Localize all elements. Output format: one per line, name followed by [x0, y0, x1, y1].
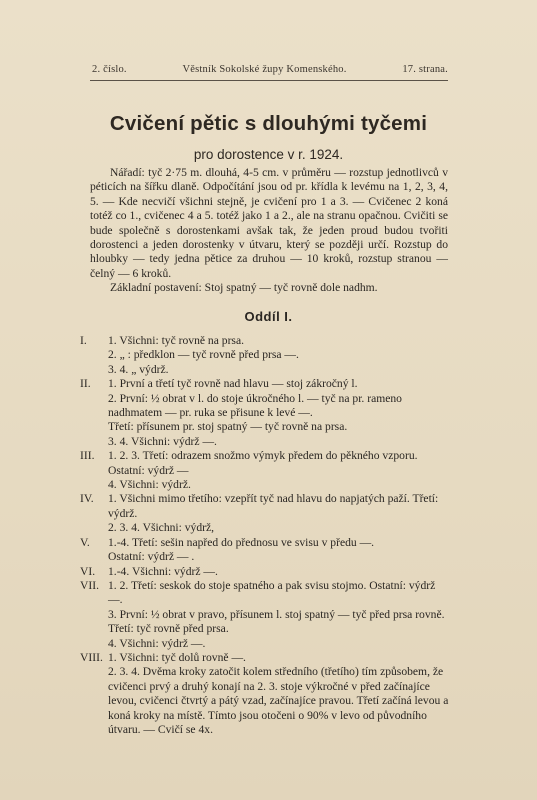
- exercise-item: [80, 449, 450, 492]
- exercise-item: [80, 651, 450, 737]
- exercise-line: 1.-4. Všichni: výdrž —.: [108, 564, 218, 578]
- header-rule: [90, 80, 448, 81]
- page-subtitle: pro dorostence v r. 1924.: [193, 147, 344, 162]
- exercise-number: VII.: [80, 578, 99, 592]
- exercise-item: [80, 334, 450, 377]
- exercise-line: 1. 2. 3. Třetí: odrazem snožmo výmyk předem do pěkného vzporu. Ostatní: výdrž —: [108, 449, 418, 477]
- exercise-item: [80, 565, 450, 579]
- exercise-line: 2. 3. 4. Dvěma kroky zatočit kolem středního (třetího) tím způsobem, že cvičenci prvý a druhý konají na 2. 3. stoje výkročné v před začínajíce levou, cvičenci čtvrtý a pátý vzad, začínajíce pravou. Třetí začíná levou a koná kroky na místě. Tímto jsou otočeni o 90% v levo od původního útvaru. — Cvičí se 4x.: [108, 665, 449, 736]
- exercise-item: [80, 536, 450, 565]
- section-title: Oddíl I.: [244, 309, 293, 324]
- exercise-line: Třetí: tyč rovně před prsa.: [108, 622, 229, 636]
- exercise-number: III.: [80, 449, 95, 463]
- page-title: Cvičení pětic s dlouhými tyčemi: [109, 112, 428, 135]
- exercise-line: 3. První: ½ obrat v pravo, přísunem l. stoj spatný — tyč před prsa rovně.: [108, 607, 445, 621]
- exercise-number: I.: [80, 334, 87, 347]
- journal-name: Věstník Sokolské župy Komenského.: [182, 64, 347, 75]
- running-header: [92, 64, 448, 75]
- intro-text: [90, 166, 448, 296]
- basic-position: Základní postavení: Stoj spatný — tyč rovně dole nadhm.: [110, 281, 378, 295]
- exercise-line: 4. Všichni: výdrž —.: [108, 636, 206, 650]
- exercise-line: 1. První a třetí tyč rovně nad hlavu — stoj zákročný l.: [108, 377, 358, 391]
- exercise-line: 1. 2. Třetí: seskok do stoje spatného a pak svisu stojmo. Ostatní: výdrž —.: [108, 578, 436, 607]
- exercise-list: [80, 334, 450, 737]
- exercise-line: 1. Všichni mimo třetího: vzepřít tyč nad hlavu do napjatých paží. Třetí: výdrž.: [108, 492, 439, 520]
- exercise-number: VIII.: [80, 650, 103, 664]
- exercise-item: [80, 579, 450, 651]
- exercise-line: 2. 3. 4. Všichni: výdrž,: [108, 521, 215, 535]
- exercise-line: 2. „ : předklon — tyč rovně před prsa —.: [108, 348, 299, 362]
- exercise-line: 2. První: ½ obrat v l. do stoje úkročného l. — tyč na pr. rameno nadhmatem — pr. ruka se přisune k levé —.: [108, 391, 402, 420]
- exercise-number: VI.: [80, 564, 96, 578]
- issue-number: 2. číslo.: [92, 64, 127, 75]
- exercise-number: V.: [80, 535, 90, 549]
- exercise-line: Ostatní: výdrž — .: [108, 550, 195, 564]
- exercise-line: 4. Všichni: výdrž.: [108, 478, 191, 492]
- exercise-item: [80, 377, 450, 449]
- exercise-item: [80, 492, 450, 535]
- exercise-line: Třetí: přísunem pr. stoj spatný — tyč rovně na prsa.: [108, 420, 348, 434]
- exercise-number: II.: [80, 377, 91, 391]
- intro-paragraph: Nářadí: tyč 2·75 m. dlouhá, 4-5 cm. v průměru — rozstup jednotlivců v péticích na šířku dlaně. Odpočítání jsou od pr. křídla k levému na 1, 2, 3, 4, 5. — Kde necvičí všichni stejně, je cvičení pro 1 a 3. — Cvičenec 2 koná totéž co 1., cvičenec 4 a 5. totéž jako 1 a 2., ale na stranu opačnou. Cvičiti se bude společně s dorostenkami avšak tak, že jeden proud budou tvořiti dorostenci a jeden dorostenky v útvaru, který se později určí. Rozstup do hloubky — tedy jedna pětice za druhou — 10 kroků, rozstup stranou — čelný — 6 kroků.: [90, 166, 448, 280]
- page-number: 17. strana.: [402, 64, 448, 75]
- exercise-line: 1. Všichni: tyč dolů rovně —.: [108, 650, 246, 664]
- exercise-line: 1. Všichni: tyč rovně na prsa.: [108, 334, 244, 347]
- exercise-line: 3. 4. Všichni: výdrž —.: [108, 434, 217, 448]
- exercise-number: IV.: [80, 492, 94, 506]
- exercise-line: 3. 4. „ výdrž.: [108, 362, 169, 376]
- exercise-line: 1.-4. Třetí: sešin napřed do přednosu ve svisu v předu —.: [108, 535, 375, 549]
